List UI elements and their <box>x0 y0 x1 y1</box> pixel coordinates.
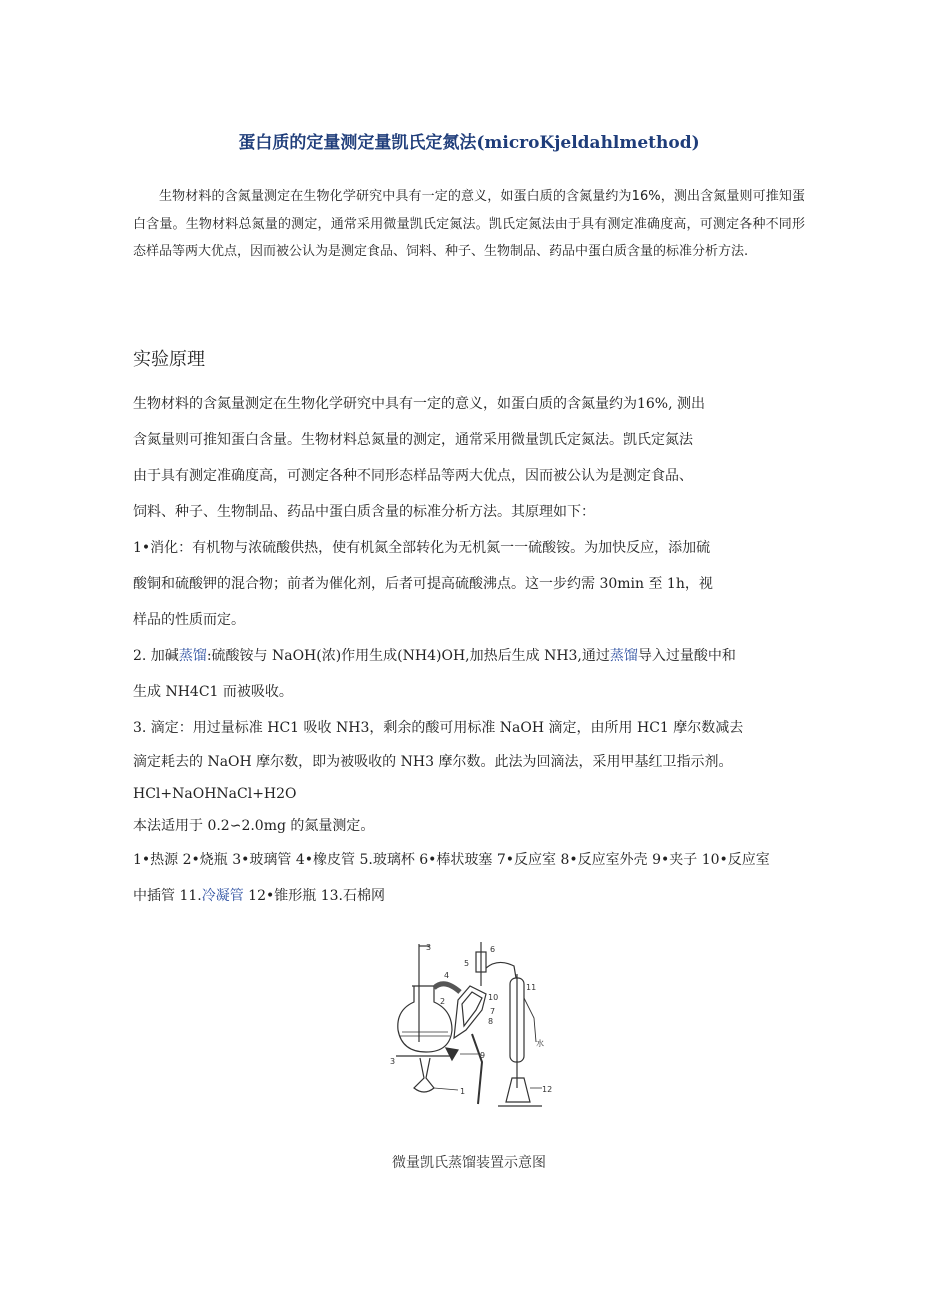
section-body <box>133 386 813 914</box>
condenser-link[interactable]: 冷凝管 <box>201 888 244 904</box>
step1-line: 酸铜和硫酸钾的混合物；前者为催化剂，后者可提高硫酸沸点。这一步约需 30min 至 1h，视 <box>133 576 713 592</box>
intro-text: 生物材料的含氮量测定在生物化学研究中具有一定的意义，如蛋白质的含氮量约为16%，测出含氮量则可推知蛋白含量。生物材料总氮量的测定，通常采用微量凯氏定氮法。凯氏定氮法由于具有测定准确度高，可测定各种不同形态样品等两大优点，因而被公认为是测定食品、饲料、种子、生物制品、药品中蛋白质含量的标准分析方法. <box>133 189 805 259</box>
conical-flask <box>506 1078 530 1102</box>
step2-line <box>133 638 813 674</box>
principle-line: 饲料、种子、生物制品、药品中蛋白质含量的标准分析方法。其原理如下： <box>133 504 595 520</box>
diagram-label: 3 <box>426 943 432 952</box>
step2-text-b: :硫酸铵与 NaOH(浓)作用生成(NH4)OH,加热后生成 NH3,通过 <box>206 648 610 664</box>
figure-caption: 微量凯氏蒸馏装置示意图 <box>392 1155 546 1171</box>
diagram-label: 10 <box>488 993 499 1002</box>
principle-line: 由于具有测定准确度高，可测定各种不同形态样品等两大优点，因而被公认为是测定食品、 <box>133 468 693 484</box>
diagram-label: 1 <box>460 1087 466 1096</box>
heat-source <box>414 1058 434 1092</box>
page-title: 蛋白质的定量测定量凯氏定氮法(microKjeldahlmethod) <box>238 133 700 153</box>
diagram-label: 11 <box>526 983 537 992</box>
diagram-label: 9 <box>480 1051 486 1060</box>
parts-text-b: 12•锥形瓶 13.石棉网 <box>243 888 385 904</box>
flask <box>398 986 452 1052</box>
rubber-tube <box>434 984 460 992</box>
principle-line: 生物材料的含氮量测定在生物化学研究中具有一定的意义，如蛋白质的含氮量约为16%, 测出 <box>133 396 706 412</box>
diagram-label: 4 <box>444 971 450 980</box>
clamp <box>446 1048 458 1060</box>
principle-line: 含氮量则可推知蛋白含量。生物材料总氮量的测定，通常采用微量凯氏定氮法。凯氏定氮法 <box>133 432 693 448</box>
diagram-label: 2 <box>440 997 446 1006</box>
diagram-label: 7 <box>490 1007 496 1016</box>
distillation-link-2[interactable]: 蒸馏 <box>609 648 638 664</box>
step1-line: 样品的性质而定。 <box>133 612 245 628</box>
applicable-range: 本法适用于 0.2∽2.0mg 的氮量测定。 <box>133 818 375 834</box>
step1-line: 1•消化：有机物与浓硫酸供热，使有机氮全部转化为无机氮一一硫酸铵。为加快反应，添加硫 <box>133 540 711 556</box>
step2-line: 生成 NH4C1 而被吸收。 <box>133 684 293 700</box>
distillation-link[interactable]: 蒸馏 <box>178 648 207 664</box>
diagram-label: 8 <box>488 1017 494 1026</box>
parts-text-a: 中插管 11. <box>133 888 202 904</box>
parts-legend-line: 1•热源 2•烧瓶 3•玻璃管 4•橡皮管 5.玻璃杯 6•棒状玻塞 7•反应室 8•反应室外壳 9•夹子 10•反应室 <box>133 852 770 868</box>
intro-paragraph <box>133 183 805 266</box>
step3-line: 滴定耗去的 NaOH 摩尔数，即为被吸收的 NH3 摩尔数。此法为回滴法，采用甲基红卫指示剂。 <box>133 754 733 770</box>
parts-legend-line <box>133 878 813 914</box>
reaction-equation: HCl+NaOHNaCl+H2O <box>133 786 297 802</box>
kjeldahl-apparatus-diagram <box>386 938 553 1110</box>
step3-line: 3. 滴定：用过量标准 HC1 吸收 NH3，剩余的酸可用标准 NaOH 滴定，由所用 HC1 摩尔数减去 <box>133 720 744 736</box>
diagram-label: 12 <box>542 1085 553 1094</box>
step2-text-a: 2. 加碱 <box>133 648 179 664</box>
diagram-label: 6 <box>490 945 496 954</box>
diagram-label: 3 <box>390 1057 396 1066</box>
section-heading: 实验原理 <box>133 349 205 370</box>
step2-text-c: 导入过量酸中和 <box>637 648 736 664</box>
diagram-label: 5 <box>464 959 470 968</box>
diagram-label: 水 <box>536 1039 544 1048</box>
